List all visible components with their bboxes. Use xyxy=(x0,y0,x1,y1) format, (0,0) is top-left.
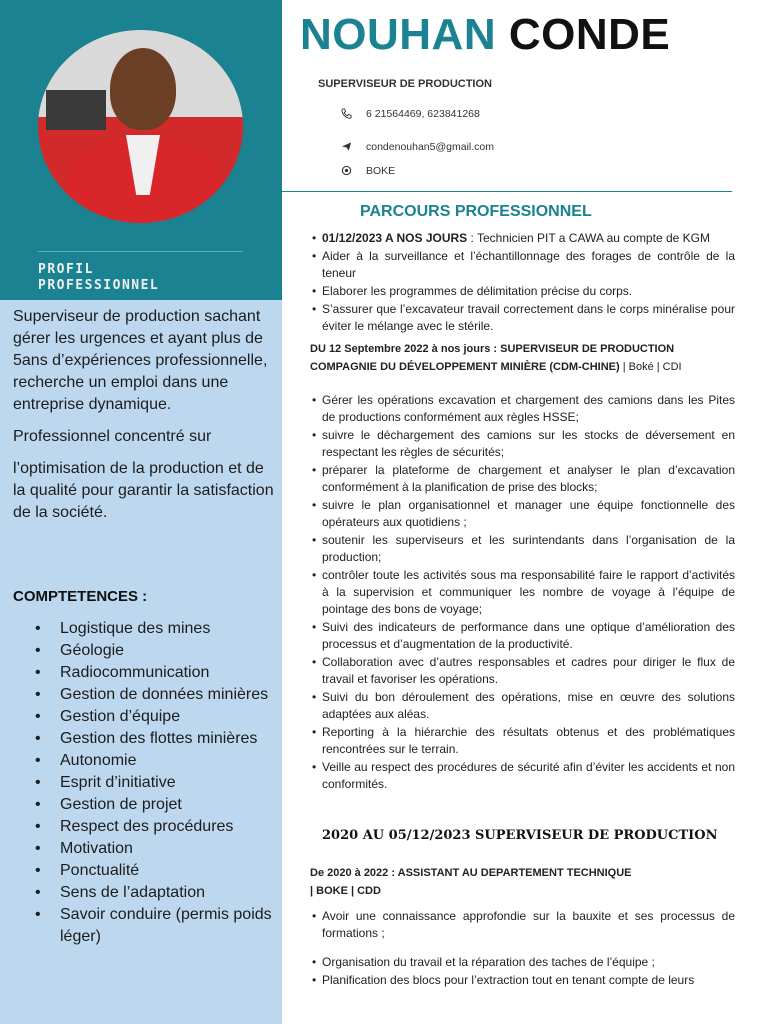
list-item: • Logistique des mines xyxy=(13,618,275,640)
list-item: • Gestion d’équipe xyxy=(13,706,275,728)
list-item: • Gérer les opérations excavation et chargement des camions dans les Pites de productions conformément aux règles HSSE; xyxy=(310,392,735,426)
profile-summary: Superviseur de production sachant gérer les urgences et ayant plus de 5ans d’expériences professionnelle, recherche un emploi dans une entreprise dynamique. Professionnel concentré sur l’optimisation de la production et de la qualité pour garantir la satisfaction de la société. xyxy=(13,308,274,521)
list-item: • Ponctualité xyxy=(13,860,275,882)
list-item: • Autonomie xyxy=(13,750,275,772)
list-item: • préparer la plateforme de chargement et analyser le plan d’excavation conformément à la planification de prise des blocks; xyxy=(310,462,735,496)
skills-list xyxy=(13,618,275,948)
list-item: • contrôler toute les activités sous ma responsabilité faire le rapport d’activités à la supervision et communiquer les nombre de voyage à l’équipe de pointage des bons de voyage; xyxy=(310,567,735,618)
list-item: • Veille au respect des procédures de sécurité afin d’éviter les accidents et non conformités. xyxy=(310,759,735,793)
list-item: • Suivi des indicateurs de performance dans une optique d’amélioration des processus et d’augmentation de la productivité. xyxy=(310,619,735,653)
profile-photo xyxy=(38,30,243,223)
divider xyxy=(38,251,243,252)
list-item: • S’assurer que l’excavateur travail correctement dans le corps minéralise pour éviter le mélange avec le stérile. xyxy=(310,301,735,335)
list-item: • Collaboration avec d’autres responsables et cadres pour diriger le flux de travail et favoriser les opérations. xyxy=(310,654,735,688)
job-entry xyxy=(310,392,735,794)
divider xyxy=(282,191,732,192)
profile-heading: PROFIL PROFESSIONNEL xyxy=(38,262,160,293)
phone-icon xyxy=(340,108,352,120)
candidate-name: NOUHAN CONDE xyxy=(300,10,671,59)
list-item: • Reporting à la hiérarchie des résultats obtenus et des problématiques rencontrées sur le terrain. xyxy=(310,724,735,758)
job-heading: 2020 AU 05/12/2023 SUPERVISEUR DE PRODUCTION xyxy=(322,828,718,843)
list-item: • Respect des procédures xyxy=(13,816,275,838)
contact-location: BOKE xyxy=(340,165,395,177)
contact-email: condenouhan5@gmail.com xyxy=(340,141,494,153)
list-item: • Organisation du travail et la réparation des taches de l’équipe ; xyxy=(310,954,735,971)
location-icon xyxy=(340,165,352,177)
list-item: • 01/12/2023 A NOS JOURS : Technicien PIT a CAWA au compte de KGM xyxy=(310,230,735,247)
job-entry xyxy=(310,908,735,990)
list-item: • soutenir les superviseurs et les surintendants dans l’organisation de la production; xyxy=(310,532,735,566)
list-item: • Radiocommunication xyxy=(13,662,275,684)
list-item: • Sens de l’adaptation xyxy=(13,882,275,904)
list-item: • Avoir une connaissance approfondie sur la bauxite et ses processus de formations ; xyxy=(310,908,735,942)
list-item: • suivre le plan organisationnel et manager une équipe fonctionnelle des opérateurs aux quotidiens ; xyxy=(310,497,735,531)
send-icon xyxy=(340,141,352,153)
list-item: • Suivi du bon déroulement des opérations, mise en œuvre des solutions adaptées aux aléas. xyxy=(310,689,735,723)
list-item: • Gestion des flottes minières xyxy=(13,728,275,750)
list-item: • Planification des blocs pour l’extraction tout en tenant compte de leurs xyxy=(310,972,735,989)
job-heading: De 2020 à 2022 : ASSISTANT AU DEPARTEMENT TECHNIQUE | BOKE | CDD xyxy=(310,867,632,897)
job-entry xyxy=(310,230,735,336)
list-item: • Aider à la surveillance et l’échantillonnage des forages de contrôle de la teneur xyxy=(310,248,735,282)
skills-title: COMPTETENCES : xyxy=(13,588,148,605)
contact-phone: 6 21564469, 623841268 xyxy=(340,108,480,120)
list-item: • Elaborer les programmes de délimitation précise du corps. xyxy=(310,283,735,300)
list-item: • Géologie xyxy=(13,640,275,662)
list-item: • Gestion de données minières xyxy=(13,684,275,706)
job-title: SUPERVISEUR DE PRODUCTION xyxy=(318,78,492,90)
list-item: • Gestion de projet xyxy=(13,794,275,816)
list-item: • Motivation xyxy=(13,838,275,860)
list-item: • Esprit d’initiative xyxy=(13,772,275,794)
section-title: PARCOURS PROFESSIONNEL xyxy=(360,203,592,220)
list-item: • Savoir conduire (permis poids léger) xyxy=(13,904,275,948)
job-heading: DU 12 Septembre 2022 à nos jours : SUPERVISEUR DE PRODUCTION COMPAGNIE DU DÉVELOPPEMENT MINIÈRE (CDM-CHINE) | Boké | CDI xyxy=(310,343,682,373)
list-item: • suivre le déchargement des camions sur les stocks de déversement en respectant les règles de sécurités; xyxy=(310,427,735,461)
